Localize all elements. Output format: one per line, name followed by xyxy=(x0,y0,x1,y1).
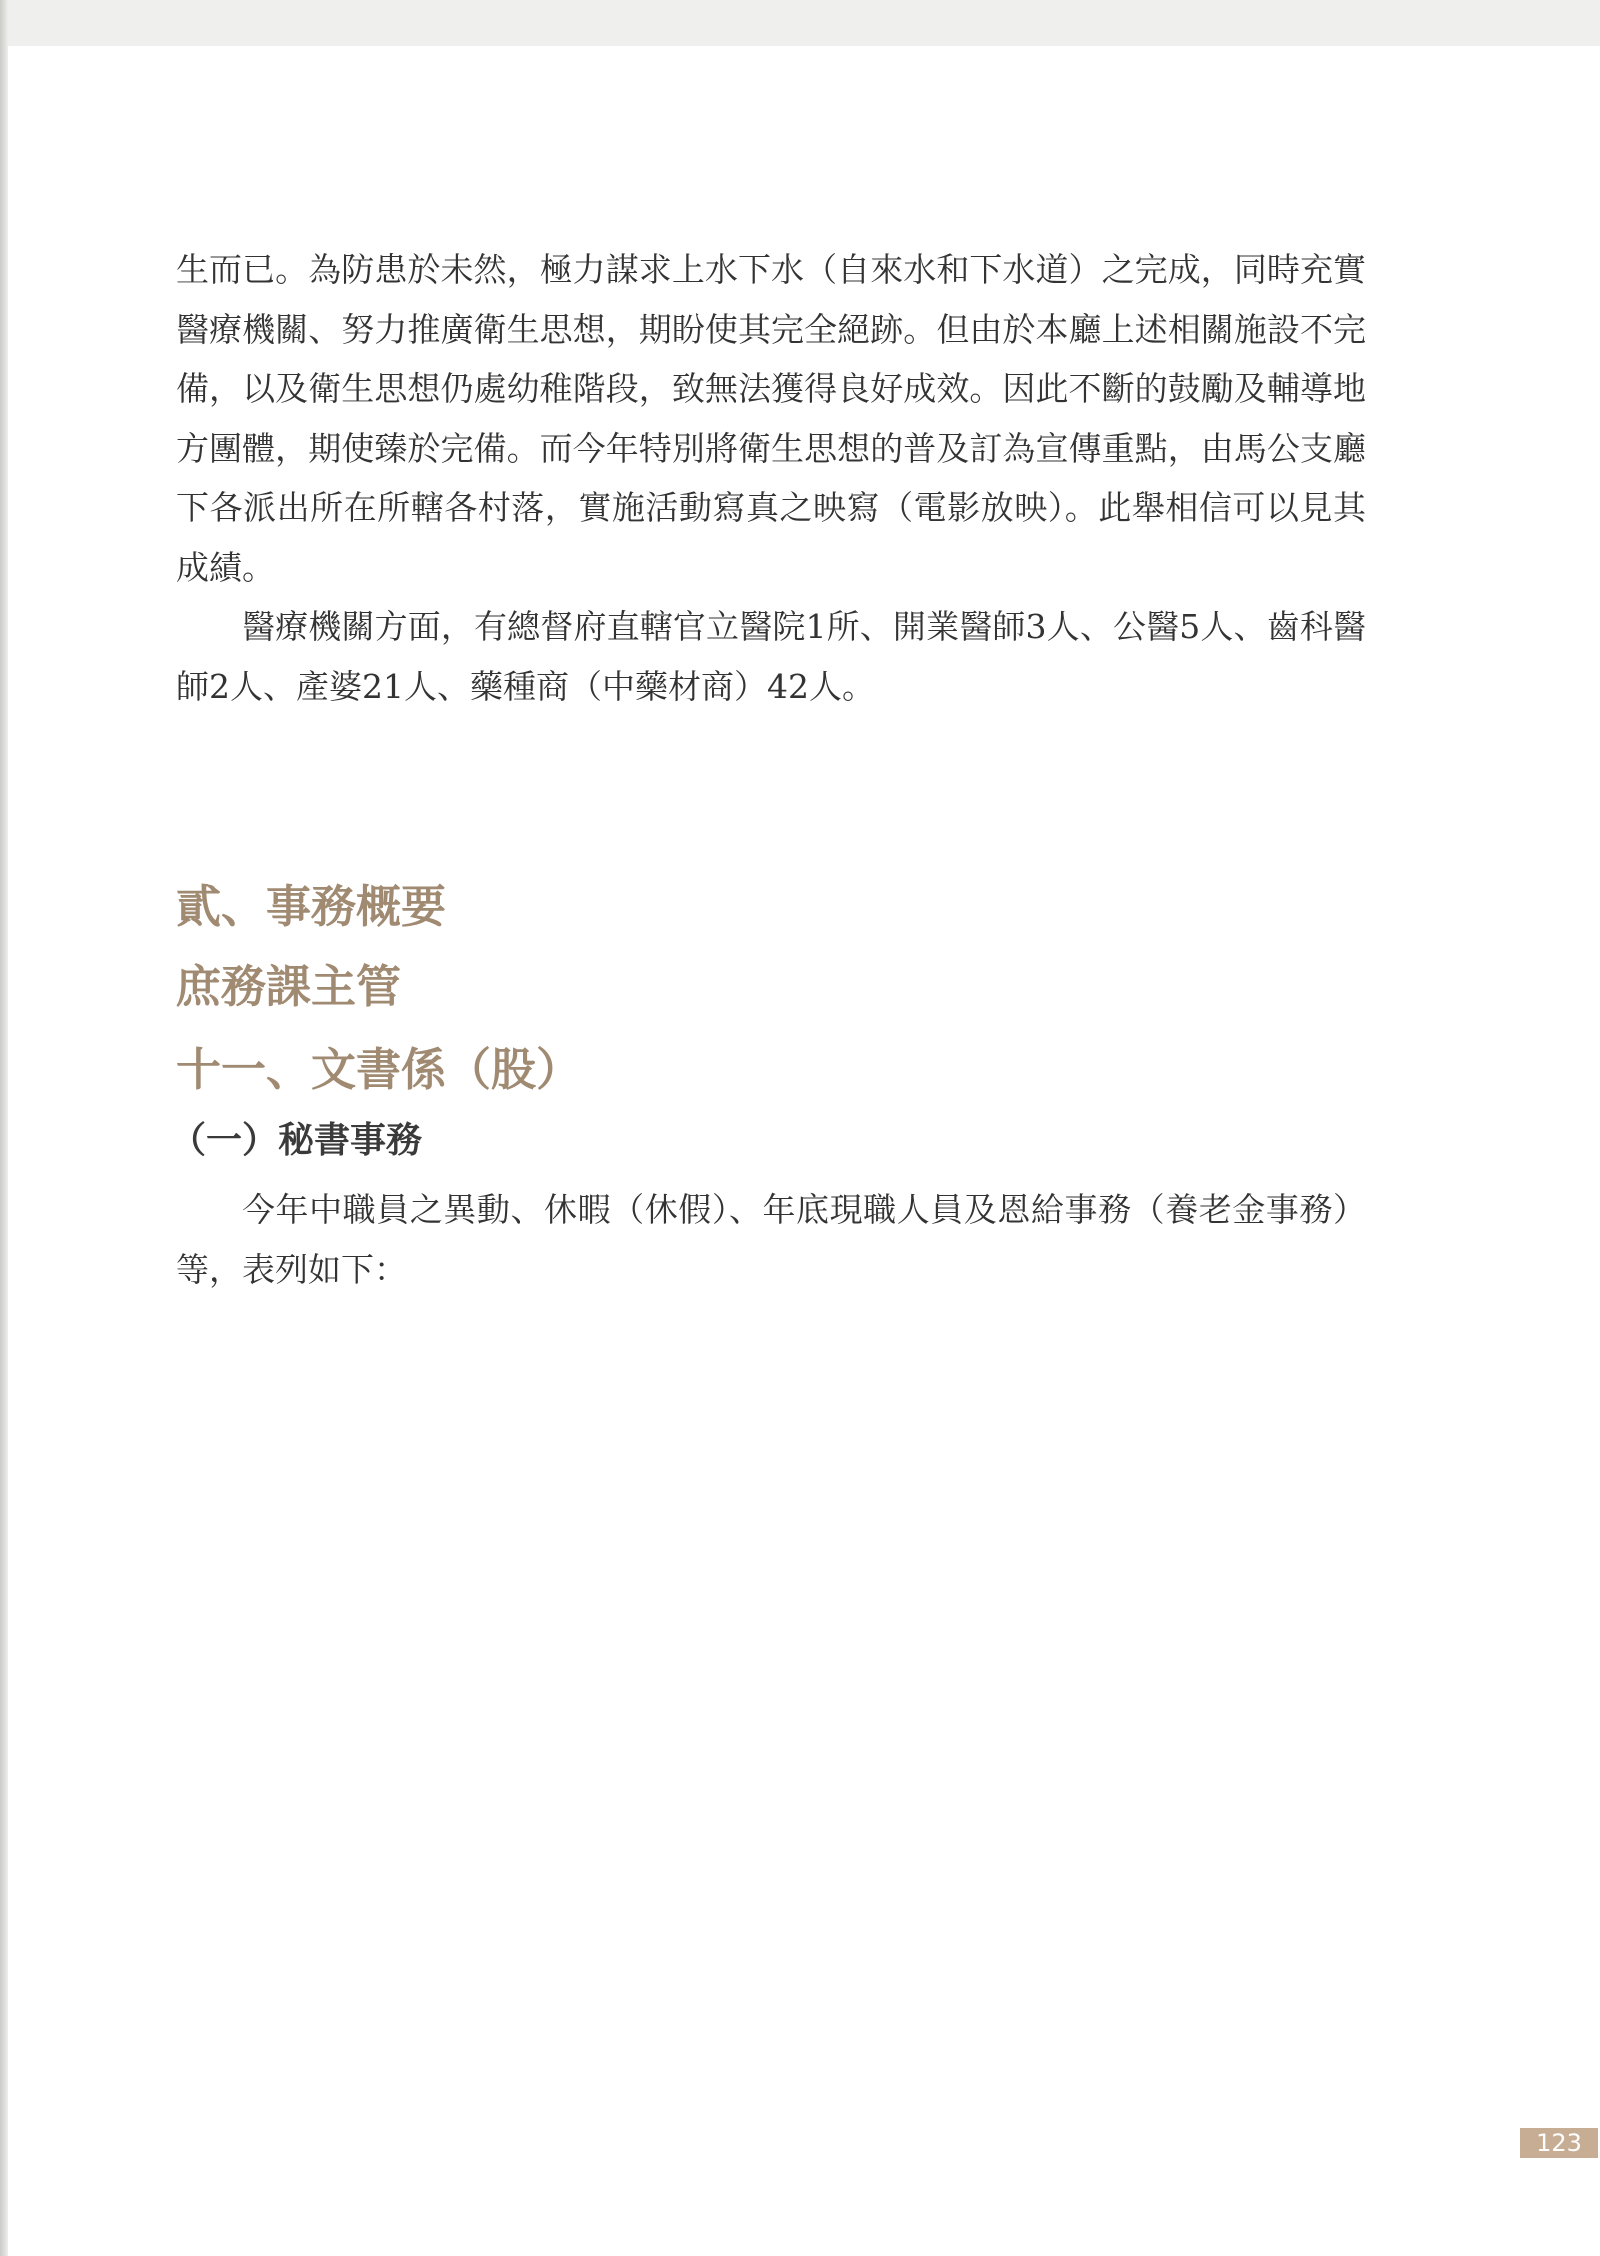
paragraph-secretarial-affairs: 今年中職員之異動、休暇（休假）、年底現職人員及恩給事務（養老金事務）等，表列如下： xyxy=(176,1190,1366,1289)
subsection-heading: （一）秘書事務 xyxy=(170,1120,423,1161)
scan-left-edge xyxy=(0,0,8,2256)
office-heading: 庶務課主管 xyxy=(176,960,402,1013)
body-text-block xyxy=(176,240,1366,716)
secretarial-text-block xyxy=(176,1180,1366,1299)
scan-top-band xyxy=(0,0,1600,46)
section-heading: 貳、事務概要 xyxy=(176,880,447,933)
paragraph-health-measures: 生而已。為防患於未然，極力謀求上水下水（自來水和下水道）之完成，同時充實醫療機關、努力推廣衛生思想，期盼使其完全絕跡。但由於本廳上述相關施設不完備，以及衛生思想仍處幼稚階段，致無法獲得良好成效。因此不斷的鼓勵及輔導地方團體，期使臻於完備。而今年特別將衛生思想的普及訂為宣傳重點，由馬公支廳下各派出所在所轄各村落，實施活動寫真之映寫（電影放映）。此舉相信可以見其成績。 xyxy=(176,250,1366,587)
paragraph-medical-institutions: 醫療機關方面，有總督府直轄官立醫院1所、開業醫師3人、公醫5人、齒科醫師2人、產婆21人、藥種商（中藥材商）42人。 xyxy=(176,607,1366,706)
unit-heading: 十一、文書係（股） xyxy=(176,1043,582,1096)
page-number: 123 xyxy=(1520,2128,1598,2158)
